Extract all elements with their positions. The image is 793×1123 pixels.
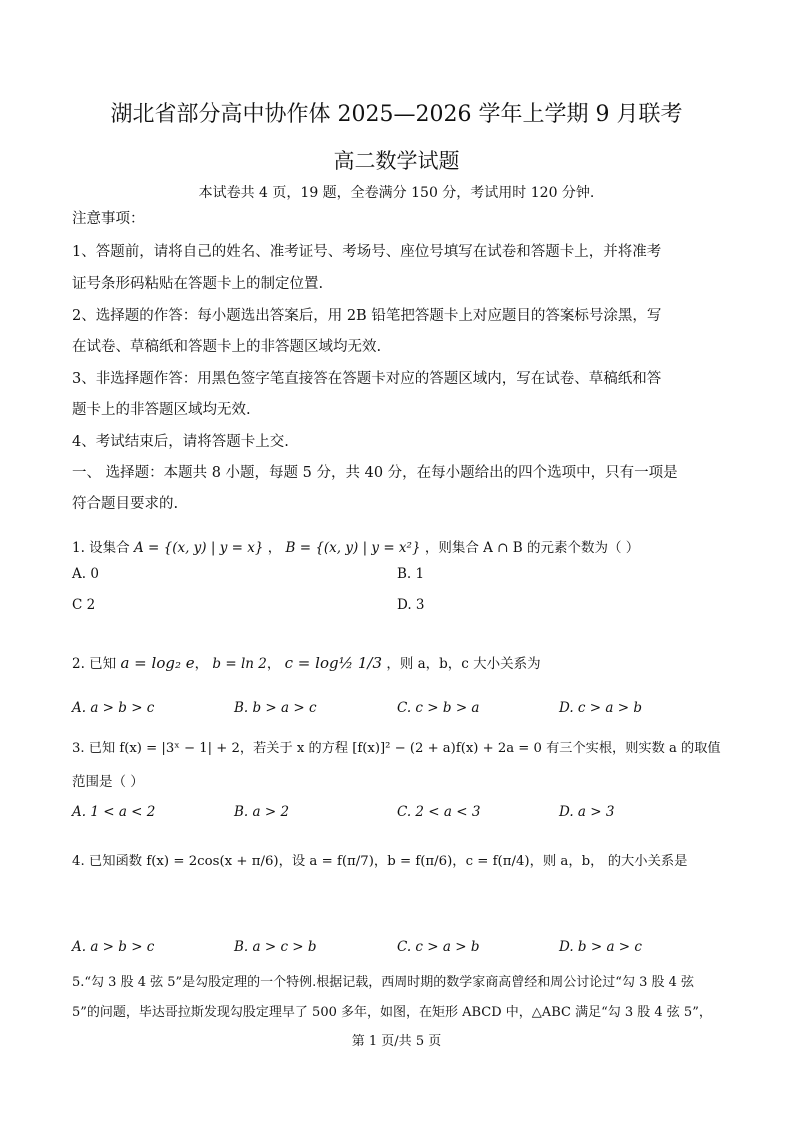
q2-prefix: 2. 已知 (72, 656, 117, 672)
note-line: 证号条形码粘贴在答题卡上的制定位置. (72, 276, 324, 292)
q2-option-d: D. c > a > b (559, 700, 642, 716)
q1-set-b: B = {(x, y) | y = x²} (285, 540, 421, 556)
q1-sep: ， (267, 540, 282, 556)
q4-option-d: D. b > a > c (559, 939, 642, 955)
q3-option-c: C. 2 < a < 3 (397, 804, 481, 820)
q1-option-a: A. 0 (72, 566, 99, 582)
q3-option-a: A. 1 < a < 2 (72, 804, 156, 820)
q3-option-b: B. a > 2 (234, 804, 290, 820)
note-line: 4、考试结束后，请将答题卡上交. (72, 434, 289, 450)
section-heading-cont: 符合题目要求的. (72, 496, 179, 512)
q2-option-c: C. c > b > a (397, 700, 480, 716)
notes-heading: 注意事项： (72, 211, 145, 227)
q1-option-b: B. 1 (397, 566, 425, 582)
note-line: 3、非选择题作答：用黑色签字笔直接答在答题卡对应的答题区域内，写在试卷、草稿纸和答 (72, 371, 662, 387)
q2-suffix: ，则 a，b，c 大小关系为 (386, 656, 541, 672)
note-line: 题卡上的非答题区域均无效. (72, 402, 251, 418)
q2-a: a = log₂ e (120, 654, 195, 672)
note-line: 2、选择题的作答：每小题选出答案后，用 2B 铅笔把答题卡上对应题目的答案标号涂黑，写 (72, 308, 662, 324)
exam-subtitle: 高二数学试题 (333, 149, 460, 173)
q4-option-b: B. a > c > b (234, 939, 317, 955)
exam-info: 本试卷共 4 页，19 题，全卷满分 150 分，考试用时 120 分钟. (198, 185, 595, 201)
question-1 (72, 536, 639, 556)
question-3: 3. 已知 f(x) = |3ˣ − 1| + 2，若关于 x 的方程 [f(x)]² − (2 + a)f(x) + 2a = 0 有三个实根，则实数 a 的取值 (72, 741, 721, 756)
q2-option-a: A. a > b > c (72, 700, 155, 716)
section-heading: 一、 选择题：本题共 8 小题，每题 5 分，共 40 分，在每小题给出的四个选项中，只有一项是 (72, 465, 678, 481)
page-footer: 第 1 页/共 5 页 (351, 1034, 442, 1049)
q1-option-d: D. 3 (397, 597, 425, 613)
q4-option-c: C. c > a > b (397, 939, 480, 955)
q2-c: c = log½ 1/3 (284, 654, 383, 672)
q1-suffix: ，则集合 A ∩ B 的元素个数为（ ） (424, 540, 640, 556)
q2-option-b: B. b > a > c (234, 700, 317, 716)
q3-option-d: D. a > 3 (559, 804, 615, 820)
q1-set-a: A = {(x, y) | y = x} (133, 540, 264, 556)
question-2: 2. 已知 a = log₂ e， b = ln 2， c = log½ 1/3 ，则 a，b，c 大小关系为 (72, 654, 541, 672)
q1-prefix: 1. 设集合 (72, 540, 130, 556)
note-line: 在试卷、草稿纸和答题卡上的非答题区域均无效. (72, 339, 382, 355)
note-line: 1、答题前，请将自己的姓名、准考证号、考场号、座位号填写在试卷和答题卡上，并将准考 (72, 244, 662, 260)
question-5-cont: 5”的问题，毕达哥拉斯发现勾股定理早了 500 多年，如图，在矩形 ABCD 中，△ABC 满足“勾 3 股 4 弦 5”， (72, 1005, 712, 1020)
q2-b: b = ln 2 (212, 656, 267, 672)
question-3-cont: 范围是（ ） (72, 774, 144, 790)
question-5: 5.“勾 3 股 4 弦 5”是勾股定理的一个特例.根据记载，西周时期的数学家商高曾经和周公讨论过“勾 3 股 4 弦 (72, 975, 695, 990)
exam-title: 湖北省部分高中协作体 2025—2026 学年上学期 9 月联考 (110, 102, 683, 127)
q4-option-a: A. a > b > c (72, 939, 155, 955)
question-4: 4. 已知函数 f(x) = 2cos(x + π/6)，设 a = f(π/7)，b = f(π/6)，c = f(π/4)，则 a，b， 的大小关系是 (72, 854, 688, 869)
q1-option-c: C 2 (72, 597, 96, 613)
